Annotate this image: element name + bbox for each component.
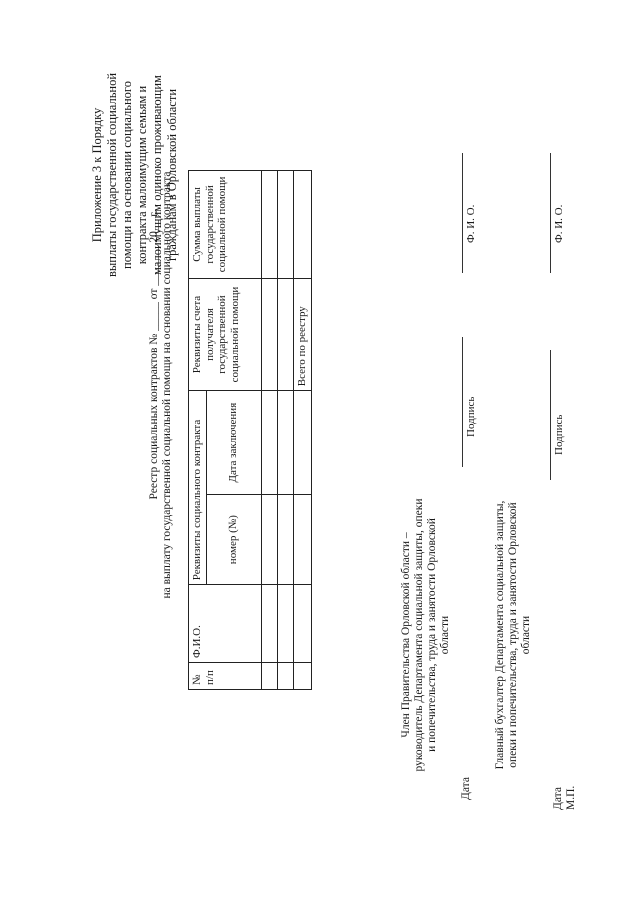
header-fio: Ф.И.О. — [189, 585, 262, 663]
table-cell — [293, 391, 311, 495]
table-cell — [277, 278, 293, 390]
total-label: Всего по реестру — [293, 278, 311, 390]
table-cell — [277, 171, 293, 279]
appendix-line: малоимущим одиноко проживающим — [150, 75, 164, 275]
table-cell — [261, 662, 277, 689]
table-cell — [293, 662, 311, 689]
table-cell — [261, 585, 277, 663]
table-cell — [277, 391, 293, 495]
second-signature-caption: Подпись — [553, 414, 565, 455]
table-cell — [277, 494, 293, 584]
table-cell — [293, 171, 311, 279]
first-signer-position — [400, 470, 452, 800]
register-title — [148, 65, 174, 705]
position-line: области — [520, 615, 532, 655]
register-title-line1: Реестр социальных контрактов № _____ от _______ 20__ г. — [148, 210, 160, 500]
second-name-caption: Ф. И. О. — [553, 204, 565, 243]
position-line: области — [439, 615, 451, 655]
appendix-line: помощи на основании социального — [120, 81, 134, 269]
first-signature-line — [462, 337, 463, 467]
table-row — [261, 171, 277, 690]
second-signer-position — [494, 470, 533, 800]
second-date-label: Дата — [552, 787, 564, 810]
header-contract-number: номер (№) — [206, 494, 261, 584]
position-line: опеки и попечительства, труда и занятости Орловской — [507, 502, 519, 768]
table-cell — [293, 585, 311, 663]
table-header-row — [189, 171, 207, 690]
appendix-line: Приложение 3 к Порядку — [90, 107, 104, 243]
appendix-line: контракта малоимущим семьям и — [135, 85, 149, 265]
table-row — [277, 171, 293, 690]
first-date-label: Дата — [460, 777, 472, 800]
second-name-line — [550, 153, 551, 273]
register-title-line2: на выплату государственной социальной помощи на основании социального контракта — [161, 171, 173, 599]
table-cell — [261, 278, 277, 390]
table-cell — [261, 494, 277, 584]
first-name-line — [462, 153, 463, 273]
first-name-caption: Ф. И. О. — [465, 204, 477, 243]
header-contract-group: Реквизиты социального контракта — [189, 391, 207, 585]
table-total-row — [293, 171, 311, 690]
table-cell — [277, 662, 293, 689]
table-cell — [261, 171, 277, 279]
header-account: Реквизиты счета получателя государственной социальной помощи — [189, 278, 262, 390]
header-contract-date: Дата заключения — [206, 391, 261, 495]
table-cell — [261, 391, 277, 495]
position-line: руководитель Департамента социальной защиты, опеки — [413, 498, 425, 772]
appendix-line: гражданам в Орловской области — [165, 88, 179, 262]
table-cell — [293, 494, 311, 584]
header-sum: Сумма выплаты государственной социальной помощи — [189, 171, 262, 279]
register-table — [188, 170, 312, 690]
table-cell — [277, 585, 293, 663]
position-line: и попечительства, труда и занятости Орловской — [426, 518, 438, 752]
seal-label: М.П. — [565, 785, 577, 810]
header-number: № п/п — [189, 662, 262, 689]
position-line: Главный бухгалтер Департамента социальной защиты, — [494, 500, 506, 770]
first-signature-caption: Подпись — [465, 396, 477, 437]
second-signature-line — [550, 350, 551, 480]
position-line: Член Правительства Орловской области – — [400, 532, 412, 738]
appendix-line: выплаты государственной социальной — [105, 72, 119, 278]
